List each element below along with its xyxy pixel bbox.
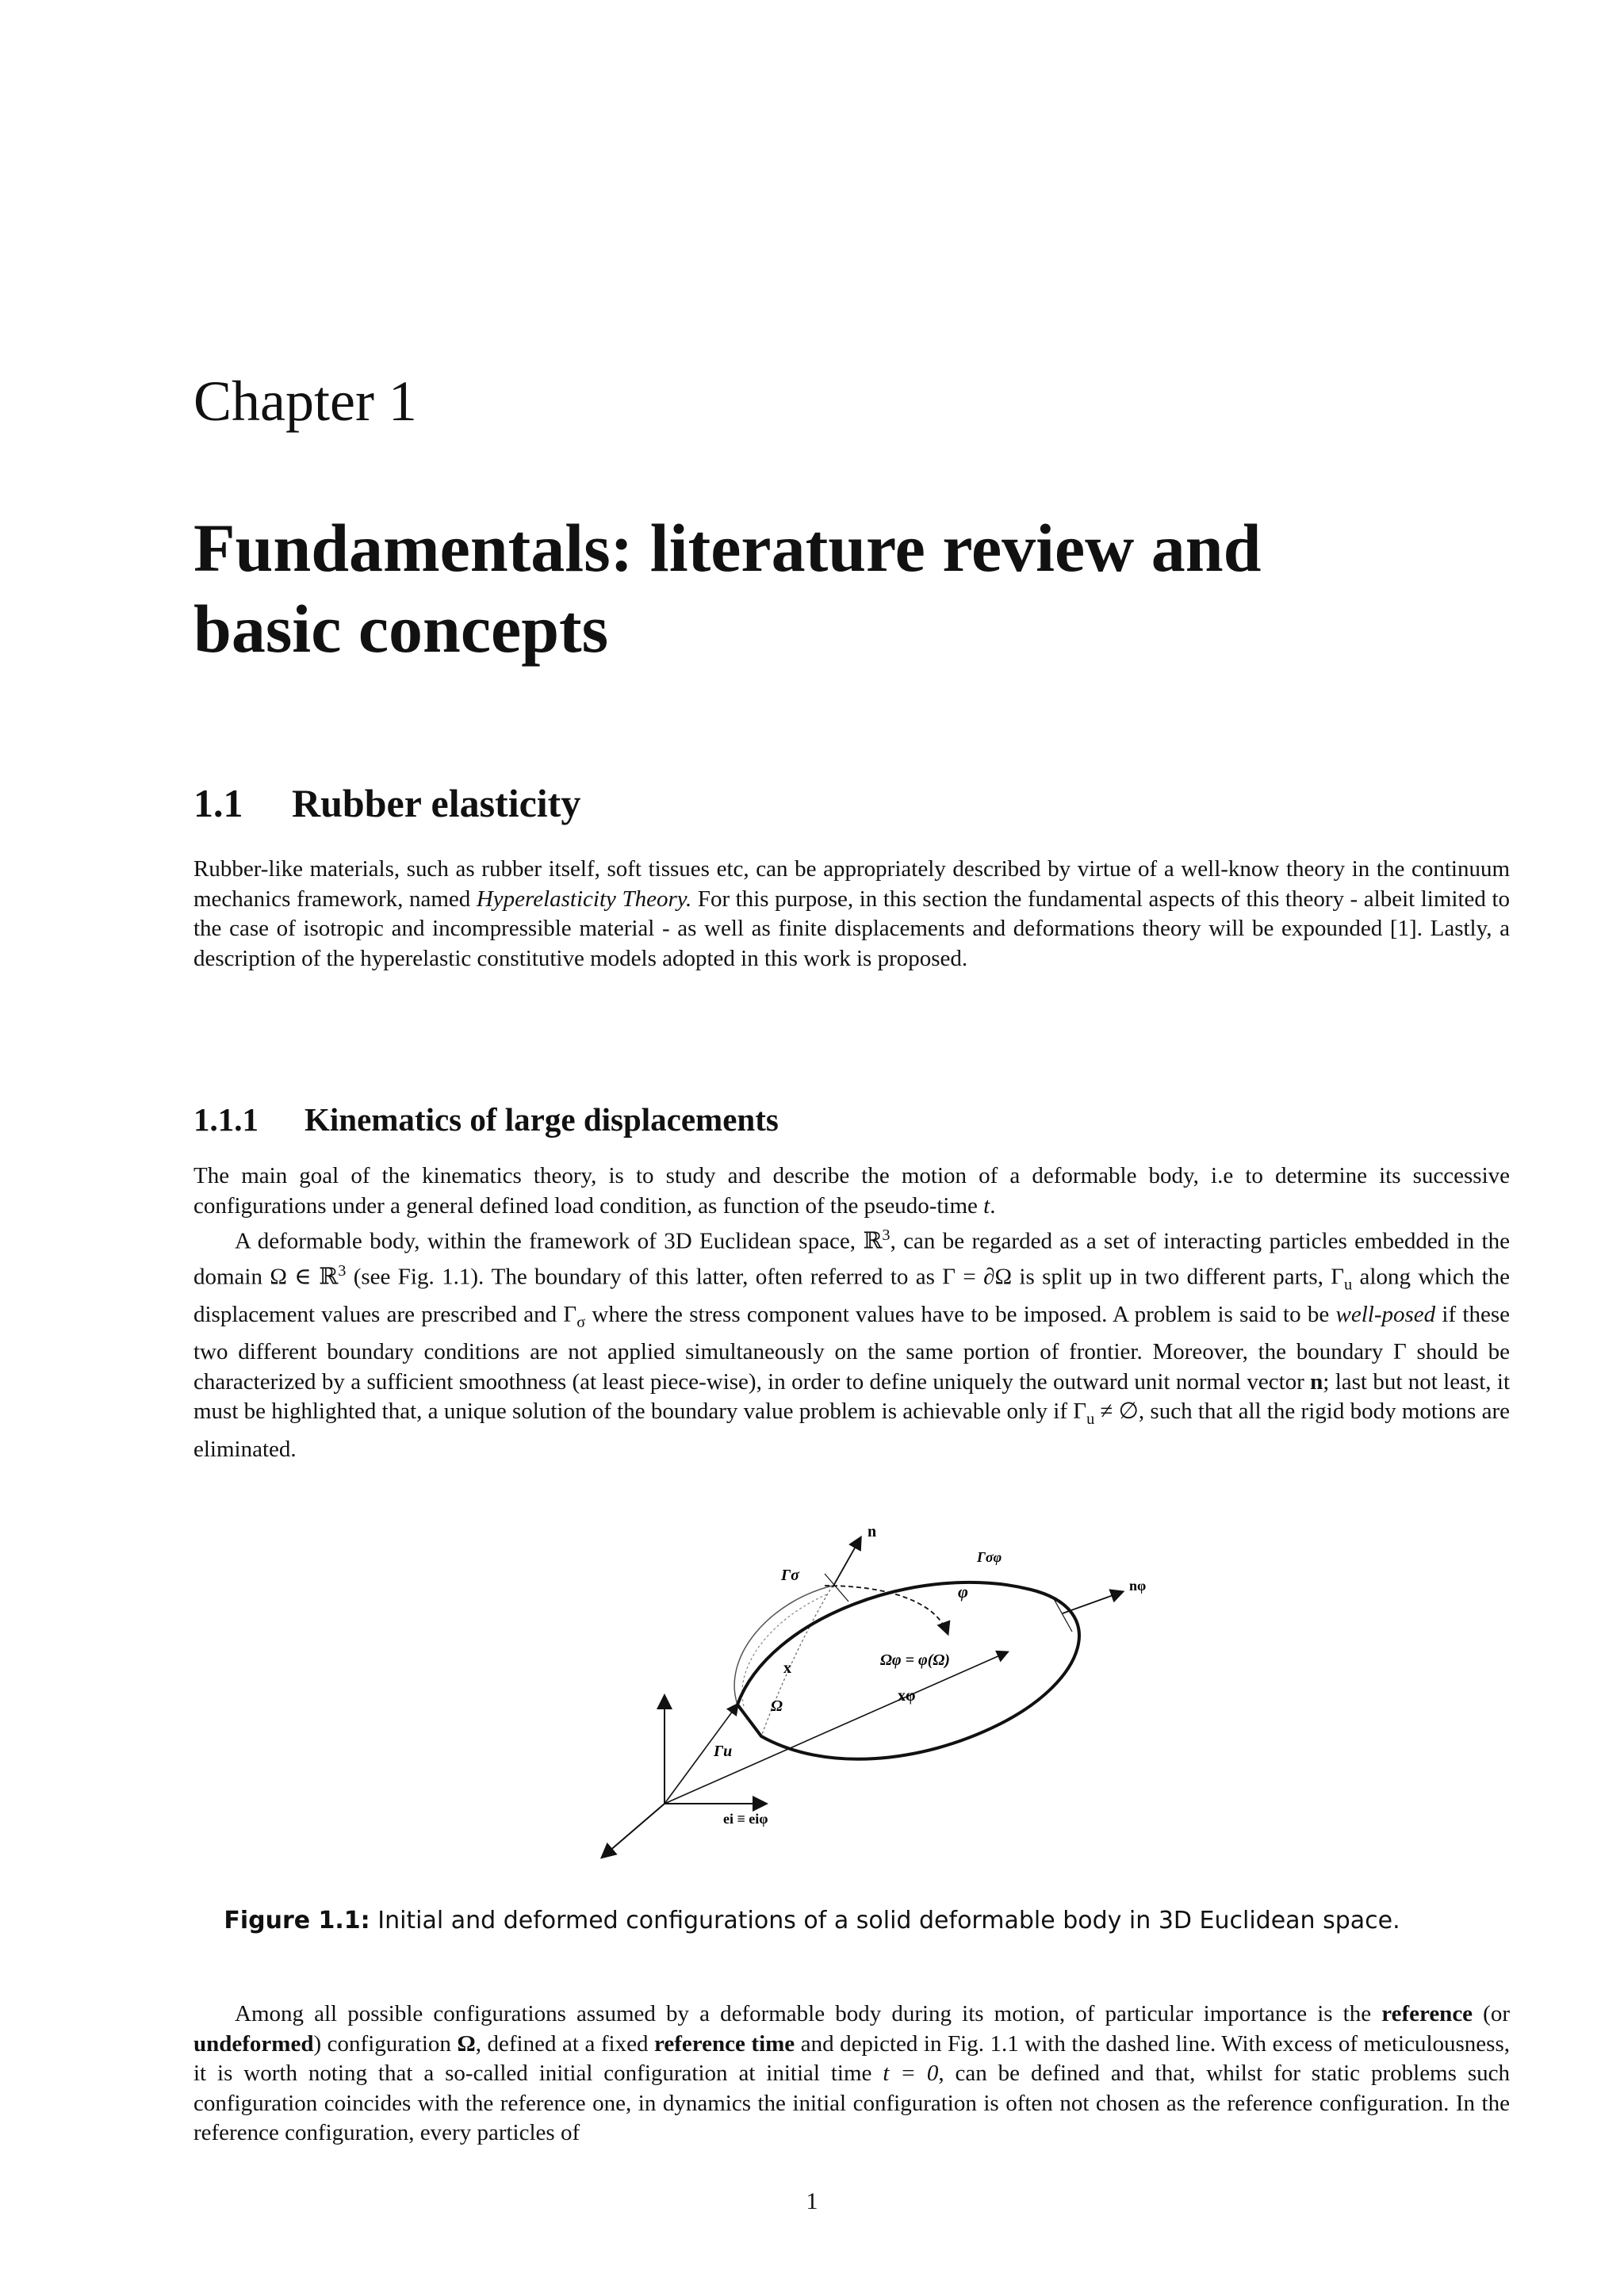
paragraph-rubber-elasticity [193, 855, 1510, 974]
normal-n-phi [1063, 1592, 1122, 1613]
math-sub: σ [576, 1313, 586, 1331]
text-run: For this purpose, in this section the fundamental aspects of this theory - albeit limited to the case of isotropic and incompressible material - as well as finite displacements and deformations theory will be expounded [1]. Lastly, a description of the hyperelastic constitutive models adopted in this work is proposed. [193, 886, 1510, 971]
normal-n [833, 1538, 860, 1587]
tick-mark [825, 1574, 848, 1601]
text-run: , can be regarded as a set of interacting particles embedded in the domain Ω ∈ ℝ [193, 1228, 1510, 1290]
emphasis-hyperelasticity-theory: Hyperelasticity Theory. [476, 886, 692, 912]
chapter-title-line-2: basic concepts [193, 591, 609, 667]
text-run: and depicted in Fig. 1.1 with the dashed line. With excess of meticulousness, it is worth noting that a so-called initial configuration at initial time [193, 2030, 1510, 2086]
section-heading-1-1 [193, 780, 580, 826]
bold-omega: Ω [457, 2030, 476, 2057]
text-run: The main goal of the kinematics theory, is to study and describe the motion of a deformable body, i.e to determine its successive configurations under a general defined load condition, as function of the pseudo-time [193, 1163, 1510, 1219]
label-n: n [868, 1523, 877, 1540]
chapter-title [193, 507, 1462, 669]
bold-reference-time: reference time [654, 2030, 795, 2057]
caption-text: Initial and deformed configurations of a solid deformable body in 3D Euclidean space. [370, 1907, 1400, 1934]
section-number: 1.1.1 [193, 1101, 259, 1138]
label-x: x [783, 1659, 791, 1677]
bold-undeformed: undeformed [193, 2030, 314, 2057]
section-heading-1-1-1 [193, 1100, 779, 1138]
section-number: 1.1 [193, 781, 243, 825]
emphasis-well-posed: well-posed [1335, 1302, 1436, 1328]
label-gamma-sigma: Γσ [781, 1567, 799, 1584]
caption-label: Figure 1.1: [224, 1907, 370, 1934]
text-run: ; last but not least, it must be highlighted that, a unique solution of the boundary value problem is achievable only if Γ [193, 1368, 1510, 1425]
page-number: 1 [806, 2188, 818, 2214]
math-sub: u [1086, 1410, 1095, 1429]
paragraph-kinematics [193, 1161, 1510, 1464]
chapter-title-line-1: Fundamentals: literature review and [193, 510, 1262, 586]
label-n-phi: nφ [1129, 1578, 1147, 1594]
bold-reference: reference [1381, 2001, 1473, 2026]
math-sup: 3 [338, 1262, 347, 1280]
text-run: (see Fig. 1.1). The boundary of this latter, often referred to as Γ = ∂Ω is split up in two different parts, Γ [346, 1264, 1345, 1290]
figure-caption [0, 1907, 1624, 1934]
label-omega-phi-equation: Ωφ = φ(Ω) [880, 1651, 950, 1669]
label-gamma-sigma-phi: Γσφ [977, 1549, 1002, 1565]
text-run: where the stress component values have to be imposed. A problem is said to be [585, 1302, 1336, 1328]
text-run: A deformable body, within the framework of 3D Euclidean space, ℝ [235, 1228, 883, 1254]
text-run: if these two different boundary conditions are not applied simultaneously on the same portion of frontier. Moreover, the boundary Γ should be characterized by a sufficient smoothness (at least piece-wise), in order to define uniquely the outward unit normal vector [193, 1302, 1510, 1395]
text-run: (or [1473, 2001, 1510, 2026]
section-title: Kinematics of large displacements [304, 1101, 779, 1138]
section-title: Rubber elasticity [292, 781, 581, 825]
label-basis-e: ei ≡ eiφ [723, 1811, 768, 1827]
text-run: , can be defined and that, whilst for static problems such configuration coincides with the reference one, in dynamics the initial configuration is often not chosen as the reference configuration. In the reference configuration, every particles of [193, 2061, 1510, 2145]
text-run: Rubber-like materials, such as rubber itself, soft tissues etc, can be appropriately described by virtue of a well-know theory in the continuum mechanics framework, named [193, 856, 1510, 912]
math-t: t [983, 1192, 990, 1219]
reference-boundary-inner [742, 1594, 829, 1706]
math-t-equals-zero: t = 0 [883, 2061, 939, 2086]
chapter-label: Chapter 1 [193, 369, 417, 433]
vector-x-phi [665, 1652, 1007, 1804]
label-omega: Ω [771, 1697, 783, 1715]
axis-depth [603, 1804, 665, 1857]
text-run: Among all possible configurations assumed by a deformable body during its motion, of particular importance is the [235, 2001, 1382, 2026]
text-run: ≠ ∅, such that all the rigid body motions are eliminated. [193, 1399, 1510, 1462]
text-run: along which the displacement values are prescribed and Γ [193, 1264, 1511, 1328]
label-gamma-u: Γu [714, 1743, 733, 1760]
text-run: , defined at a fixed [475, 2030, 655, 2057]
math-vector-n: n [1310, 1368, 1323, 1395]
text-run: . [990, 1192, 996, 1219]
figure-deformable-body-diagram [587, 1498, 1174, 1879]
math-sub: u [1344, 1276, 1353, 1294]
label-phi: φ [958, 1582, 968, 1601]
math-sup: 3 [882, 1226, 891, 1244]
label-x-phi: xφ [898, 1687, 916, 1705]
paragraph-reference-configuration [193, 1999, 1510, 2149]
text-run: ) configuration [313, 2030, 458, 2057]
